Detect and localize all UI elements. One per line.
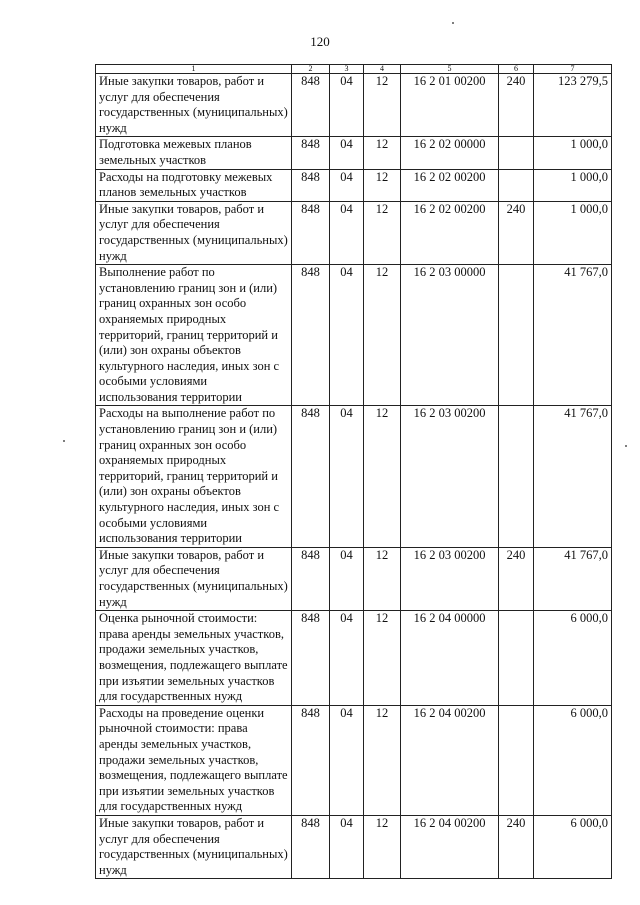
expense-type-code <box>499 611 534 706</box>
grbs-code: 848 <box>292 265 330 406</box>
amount: 41 767,0 <box>534 265 612 406</box>
target-article-code: 16 2 04 00200 <box>401 815 499 878</box>
column-number: 6 <box>499 65 534 74</box>
subsection-code: 12 <box>364 74 401 137</box>
grbs-code: 848 <box>292 201 330 264</box>
target-article-code: 16 2 03 00200 <box>401 406 499 547</box>
table-row <box>96 169 612 201</box>
grbs-code: 848 <box>292 547 330 610</box>
amount: 6 000,0 <box>534 815 612 878</box>
grbs-code: 848 <box>292 137 330 169</box>
column-number: 2 <box>292 65 330 74</box>
row-name: Иные закупки товаров, работ и услуг для обеспечения государственных (муниципальных) нужд <box>96 547 292 610</box>
subsection-code: 12 <box>364 406 401 547</box>
target-article-code: 16 2 04 00000 <box>401 611 499 706</box>
amount: 1 000,0 <box>534 137 612 169</box>
table-body <box>96 74 612 879</box>
target-article-code: 16 2 02 00200 <box>401 201 499 264</box>
section-code: 04 <box>330 547 364 610</box>
row-name: Расходы на выполнение работ по установлению границ зон и (или) границ охранных зон особо охраняемых природных территорий, границ территорий и (или) зон охраны объектов культурного наследия, иных зон с особыми условиями использования территории <box>96 406 292 547</box>
table-row <box>96 406 612 547</box>
target-article-code: 16 2 02 00200 <box>401 169 499 201</box>
target-article-code: 16 2 04 00200 <box>401 705 499 815</box>
amount: 6 000,0 <box>534 611 612 706</box>
section-code: 04 <box>330 265 364 406</box>
table-row <box>96 265 612 406</box>
row-name: Иные закупки товаров, работ и услуг для обеспечения государственных (муниципальных) нужд <box>96 201 292 264</box>
grbs-code: 848 <box>292 74 330 137</box>
column-number: 1 <box>96 65 292 74</box>
section-code: 04 <box>330 74 364 137</box>
subsection-code: 12 <box>364 169 401 201</box>
budget-table <box>95 64 612 879</box>
subsection-code: 12 <box>364 705 401 815</box>
scan-speck <box>452 22 454 24</box>
expense-type-code: 240 <box>499 201 534 264</box>
section-code: 04 <box>330 406 364 547</box>
section-code: 04 <box>330 611 364 706</box>
subsection-code: 12 <box>364 547 401 610</box>
table-row <box>96 201 612 264</box>
expense-type-code: 240 <box>499 815 534 878</box>
grbs-code: 848 <box>292 611 330 706</box>
grbs-code: 848 <box>292 169 330 201</box>
amount: 1 000,0 <box>534 201 612 264</box>
expense-type-code <box>499 705 534 815</box>
column-number: 3 <box>330 65 364 74</box>
grbs-code: 848 <box>292 815 330 878</box>
amount: 41 767,0 <box>534 406 612 547</box>
target-article-code: 16 2 03 00200 <box>401 547 499 610</box>
grbs-code: 848 <box>292 705 330 815</box>
section-code: 04 <box>330 169 364 201</box>
target-article-code: 16 2 01 00200 <box>401 74 499 137</box>
expense-type-code <box>499 265 534 406</box>
row-name: Расходы на подготовку межевых планов земельных участков <box>96 169 292 201</box>
section-code: 04 <box>330 705 364 815</box>
subsection-code: 12 <box>364 265 401 406</box>
target-article-code: 16 2 02 00000 <box>401 137 499 169</box>
table-row <box>96 74 612 137</box>
page-number: 120 <box>310 34 330 49</box>
amount: 41 767,0 <box>534 547 612 610</box>
row-name: Иные закупки товаров, работ и услуг для обеспечения государственных (муниципальных) нужд <box>96 815 292 878</box>
row-name: Оценка рыночной стоимости: права аренды земельных участков, продажи земельных участков, возмещения, подлежащего выплате при изъятии земельных участков для государственных нужд <box>96 611 292 706</box>
table-row <box>96 815 612 878</box>
section-code: 04 <box>330 137 364 169</box>
scan-speck <box>625 445 627 447</box>
row-name: Иные закупки товаров, работ и услуг для обеспечения государственных (муниципальных) нужд <box>96 74 292 137</box>
subsection-code: 12 <box>364 611 401 706</box>
column-number: 5 <box>401 65 499 74</box>
row-name: Расходы на проведение оценки рыночной стоимости: права аренды земельных участков, продажи земельных участков, возмещения, подлежащего выплате при изъятии земельных участков для государственных нужд <box>96 705 292 815</box>
expense-type-code <box>499 137 534 169</box>
row-name: Подготовка межевых планов земельных участков <box>96 137 292 169</box>
amount: 1 000,0 <box>534 169 612 201</box>
column-number: 4 <box>364 65 401 74</box>
table-row <box>96 611 612 706</box>
table-row <box>96 705 612 815</box>
subsection-code: 12 <box>364 815 401 878</box>
expense-type-code: 240 <box>499 74 534 137</box>
expense-type-code <box>499 169 534 201</box>
table-row <box>96 137 612 169</box>
table-row <box>96 547 612 610</box>
column-number: 7 <box>534 65 612 74</box>
grbs-code: 848 <box>292 406 330 547</box>
scan-speck <box>63 440 65 442</box>
section-code: 04 <box>330 201 364 264</box>
subsection-code: 12 <box>364 201 401 264</box>
expense-type-code <box>499 406 534 547</box>
expense-type-code: 240 <box>499 547 534 610</box>
amount: 123 279,5 <box>534 74 612 137</box>
row-name: Выполнение работ по установлению границ зон и (или) границ охранных зон особо охраняемых природных территорий, границ территорий и (или) зон охраны объектов культурного наследия, иных зон с особыми условиями использования территории <box>96 265 292 406</box>
target-article-code: 16 2 03 00000 <box>401 265 499 406</box>
amount: 6 000,0 <box>534 705 612 815</box>
section-code: 04 <box>330 815 364 878</box>
subsection-code: 12 <box>364 137 401 169</box>
column-number-row <box>96 65 612 74</box>
